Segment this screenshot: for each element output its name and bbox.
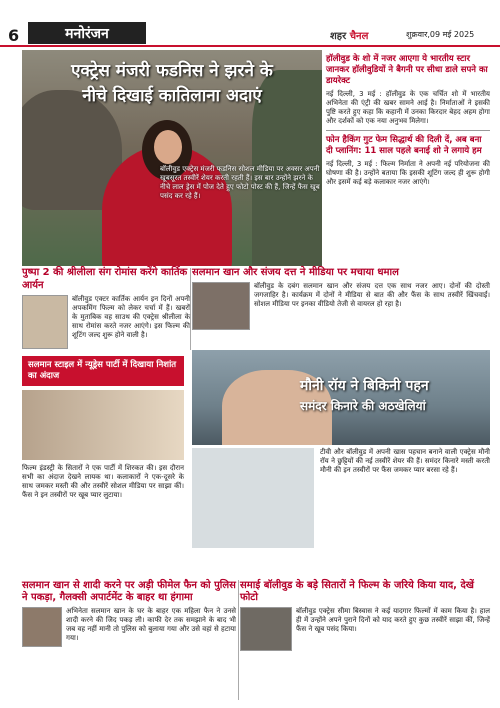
salman-sanjay-body: बॉलीवुड के दबंग सलमान खान और संजय दत्त एक साथ नजर आए। दोनों की दोस्ती जगजाहिर है। कार्यक्रम में दोनों ने मीडिया से बात की और फैंस के साथ तस्वीरें खिंचवाईं। सोशल मीडिया पर इनका वीडियो तेजी से वायरल हो रहा है।: [254, 282, 490, 308]
section-title: मनोरंजन: [28, 22, 146, 44]
bottom-left-headline: सलमान खान से शादी करने पर अड़ी फीमेल फैन को पुलिस ने पकड़ा, गैलक्सी अपार्टमेंट के बाहर था हंगामा: [22, 580, 236, 603]
salman-sanjay-photo: [192, 282, 250, 330]
story1-headline: हॉलीवुड के शो में नजर आएगा ये भारतीय स्टार जानकर हॉलीवुडियों ने बैगनी पर सीधा डाले सपने का डायरेक्ट: [326, 54, 488, 86]
page-number: 6: [8, 26, 20, 45]
paper-name-b: चैनल: [349, 31, 369, 42]
divider: [326, 130, 490, 131]
story2-headline: फोन हैकिंग गुट फेम सिद्धार्थ की दिली दें, अब बना दी प्लानिंग: 11 साल पहले बनाई शो ने लगाये हम: [326, 135, 482, 156]
issue-date: शुक्रवार,09 मई 2025: [406, 30, 475, 39]
header-rule: [0, 45, 500, 47]
party-body: फिल्म इंडस्ट्री के सितारों ने एक पार्टी में शिरकत की। इस दौरान सभी का अंदाज देखने लायक था। कलाकारों ने एक-दूसरे के साथ जमकर मस्ती की और तस्वीरें सोशल मीडिया पर साझा कीं। फैंस ने इन तस्वीरों पर खूब प्यार लुटाया।: [22, 464, 184, 499]
bottom-right-photo: [240, 607, 292, 651]
mouni-headline-a: मौनी रॉय ने बिकिनी पहन: [300, 378, 429, 394]
kartik-headline: पुष्पा 2 की श्रीलीला संग रोमांस करेंगे कार्तिक आर्यन: [22, 267, 188, 291]
paper-name: [330, 28, 368, 42]
mouni-body: टीवी और बॉलीवुड में अपनी खास पहचान बनाने वाली एक्ट्रेस मौनी रॉय ने छुट्टियों की नई तस्वीरें शेयर की हैं। समंदर किनारे मस्ती करती मौनी की इन तस्वीरों पर फैंस जमकर प्यार बरसा रहे हैं।: [320, 448, 490, 474]
bottom-left-photo: [22, 607, 62, 647]
paper-name-a: शहर: [330, 31, 347, 42]
bottom-right-story: [240, 580, 490, 700]
bottom-right-body: बॉलीवुड एक्ट्रेस सीमा बिस्वास ने कई यादगार फिल्मों में काम किया है। हाल ही में उन्होंने अपने पुराने दिनों को याद करते हुए कुछ तस्वीरें साझा कीं, जिन्हें फैंस ने खूब पसंद किया।: [296, 607, 490, 633]
bottom-left-story: [22, 580, 236, 700]
story1-body: नई दिल्ली, 3 मई : हॉलीवुड के एक चर्चित शो में भारतीय अभिनेता की एंट्री की खबर सामने आई है। निर्माताओं ने इसकी पुष्टि करते हुए कहा कि कहानी में उनका किरदार बेहद अहम होगा और दर्शकों को एक नया अनुभव मिलेगा।: [326, 90, 490, 125]
right-column: [326, 54, 490, 187]
bottom-right-headline: समाई बॉलीवुड के बड़े सितारों ने फिल्म के जरिये किया याद, देखें फोटो: [240, 580, 474, 603]
hero-headline-line2: नीचे दिखाई कातिलाना अदाएं: [82, 86, 262, 106]
hero-headline: [26, 58, 318, 106]
hero-body: बॉलीवुड एक्ट्रेस मंजरी फडनिस सोशल मीडिया पर अक्सर अपनी खूबसूरत तस्वीरें शेयर करती रहती हैं। इस बार उन्होंने झरने के नीचे लाल ड्रेस में पोज देते हुए फोटो पोस्ट की हैं, जिन्हें फैंस खूब पसंद कर रहे हैं।: [160, 165, 320, 200]
mouni-headline: [300, 376, 490, 414]
hero-headline-line1: एक्ट्रेस मंजरी फडनिस ने झरने के: [71, 61, 273, 81]
mouni-photo-2: [192, 448, 314, 548]
mouni-headline-b: समंदर किनारे की अठखेलियां: [300, 399, 426, 413]
story2-body: नई दिल्ली, 3 मई : फिल्म निर्माता ने अपनी नई परियोजना की घोषणा की है। उन्होंने बताया कि इसकी शूटिंग जल्द ही शुरू होगी और इसमें कई बड़े कलाकार नजर आएंगे।: [326, 160, 490, 186]
party-headline: सलमान स्टाइल में न्यूड्रेस पार्टी में दिखाया निशांत का अंदाज: [22, 356, 184, 386]
column-divider: [190, 268, 191, 350]
kartik-body: बॉलीवुड एक्टर कार्तिक आर्यन इन दिनों अपनी अपकमिंग फिल्म को लेकर चर्चा में हैं। खबरों के मुताबिक वह साउथ की एक्ट्रेस श्रीलीला के साथ रोमांस करते नजर आएंगे। इस फिल्म की शूटिंग जल्द शुरू होने वाली है।: [72, 295, 190, 339]
column-divider: [238, 580, 239, 700]
kartik-photo: [22, 295, 68, 349]
party-story: [22, 356, 184, 566]
bottom-left-body: अभिनेता सलमान खान के घर के बाहर एक महिला फैन ने उनसे शादी करने की जिद पकड़ ली। काफी देर तक समझाने के बाद भी जब वह नहीं मानी तो पुलिस को बुलाया गया और उसे वहां से हटाया गया।: [66, 607, 236, 642]
page-header: [0, 0, 500, 48]
party-photo: [22, 390, 184, 460]
salman-sanjay-headline: सलमान खान और संजय दत्त ने मीडिया पर मचाया धमाल: [192, 267, 399, 278]
